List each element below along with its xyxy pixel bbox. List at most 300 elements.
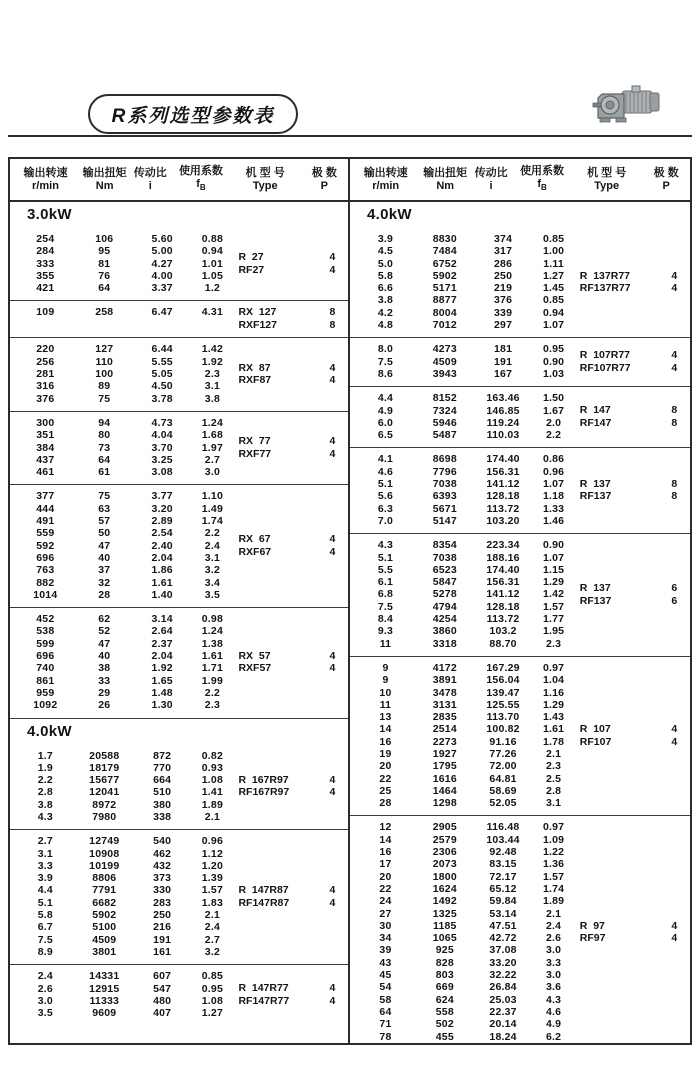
pole-count: 4 <box>329 884 336 897</box>
type-line <box>578 362 690 375</box>
cell-speed: 7.5 <box>377 600 394 613</box>
cell-torque: 8698 <box>432 453 457 466</box>
cell-fb: 3.3 <box>545 956 562 969</box>
cell-fb: 3.1 <box>204 551 220 564</box>
cell-torque: 6393 <box>432 490 457 503</box>
cell-speed: 421 <box>36 282 55 295</box>
cell-ratio: 167 <box>493 367 513 380</box>
cell-speed: 7.5 <box>37 933 53 946</box>
cell-fb: 2.1 <box>545 747 562 760</box>
cell-torque: 1624 <box>432 882 457 895</box>
cell-torque: 6682 <box>92 896 117 909</box>
cell-speed: 109 <box>36 306 55 319</box>
cell-speed: 4.4 <box>37 884 53 897</box>
cell-fb: 2.3 <box>545 760 562 773</box>
cell-ratio: 407 <box>153 1007 172 1020</box>
cell-fb: 3.0 <box>545 969 562 982</box>
cell-fb: 1.08 <box>201 774 224 787</box>
column-unit: P <box>320 179 328 192</box>
table-row <box>358 994 578 1006</box>
cell-speed: 3.3 <box>37 859 53 872</box>
cell-speed: 444 <box>36 502 55 515</box>
table-header-right <box>350 159 690 202</box>
cell-ratio: 2.40 <box>151 539 173 552</box>
pole-count: 6 <box>671 582 678 595</box>
table-row <box>358 564 578 576</box>
cell-speed: 34 <box>379 932 392 945</box>
pole-count: 4 <box>671 932 678 945</box>
cell-ratio: 462 <box>153 847 172 860</box>
table-row <box>18 921 236 933</box>
cell-torque: 5147 <box>432 514 457 527</box>
cell-ratio: 52.05 <box>489 797 517 810</box>
cell-torque: 925 <box>435 944 454 957</box>
cell-fb: 2.2 <box>545 429 562 442</box>
type-label: R 147R87 <box>238 884 289 897</box>
cell-torque: 2835 <box>432 711 457 724</box>
pole-count: 6 <box>671 594 678 607</box>
table-row <box>358 981 578 993</box>
cell-ratio: 58.69 <box>489 784 517 797</box>
cell-torque: 5847 <box>432 576 457 589</box>
type-line <box>236 786 348 799</box>
cell-fb: 2.4 <box>204 539 220 552</box>
type-label: R 147R77 <box>238 982 289 995</box>
cell-speed: 22 <box>379 882 392 895</box>
cell-speed: 5.8 <box>377 269 394 282</box>
cell-fb: 2.0 <box>545 416 562 429</box>
cell-fb: 1.07 <box>542 551 565 564</box>
column-header <box>301 167 348 193</box>
cell-torque: 94 <box>98 416 111 429</box>
table-row <box>358 625 578 637</box>
column-unit: Nm <box>436 179 455 192</box>
table-row <box>18 699 236 711</box>
cell-torque: 8806 <box>92 872 117 885</box>
cell-fb: 1.41 <box>201 786 224 799</box>
cell-ratio: 25.03 <box>489 993 517 1006</box>
cell-speed: 5.1 <box>37 896 53 909</box>
pole-count: 4 <box>329 982 336 995</box>
table-row <box>18 589 236 601</box>
column-label-cn: 传动比 <box>133 166 167 179</box>
column-label-cn: 使用系数 <box>520 164 565 177</box>
pole-count: 4 <box>329 263 336 276</box>
cell-fb: 1.04 <box>542 674 565 687</box>
cell-torque: 2514 <box>432 723 457 736</box>
cell-torque: 1492 <box>432 895 457 908</box>
pole-count: 4 <box>671 361 678 374</box>
cell-torque: 7484 <box>432 245 457 258</box>
cell-fb: 2.8 <box>545 784 562 797</box>
cell-torque: 14331 <box>89 970 120 983</box>
cell-speed: 20 <box>379 870 392 883</box>
type-label: RF147R87 <box>238 896 290 909</box>
cell-fb: 0.85 <box>201 970 224 983</box>
cell-ratio: 1.61 <box>151 576 173 589</box>
table-row <box>18 282 236 294</box>
cell-torque: 12915 <box>89 982 120 995</box>
cell-ratio: 547 <box>153 982 172 995</box>
cell-torque: 7980 <box>92 810 117 823</box>
cell-speed: 4.3 <box>37 810 53 823</box>
cell-speed: 4.2 <box>377 306 394 319</box>
table-row <box>358 957 578 969</box>
cell-fb: 1.29 <box>542 576 565 589</box>
cell-ratio: 4.00 <box>151 269 173 282</box>
cell-torque: 4254 <box>432 613 457 626</box>
pole-count: 4 <box>329 435 336 448</box>
cell-fb: 0.96 <box>201 835 224 848</box>
data-rows <box>10 613 236 711</box>
pole-count: 8 <box>671 416 678 429</box>
type-line <box>578 349 690 362</box>
cell-fb: 2.5 <box>545 772 562 785</box>
table-row <box>18 245 236 257</box>
cell-fb: 1.18 <box>542 490 565 503</box>
cell-fb: 1.12 <box>201 847 224 860</box>
cell-fb: 1.08 <box>201 994 224 1007</box>
cell-torque: 61 <box>98 466 111 479</box>
cell-ratio: 480 <box>153 994 172 1007</box>
cell-torque: 95 <box>98 245 111 258</box>
cell-fb: 1.39 <box>201 872 224 885</box>
type-line <box>236 897 348 910</box>
cell-speed: 24 <box>379 895 392 908</box>
cell-speed: 377 <box>36 490 55 503</box>
cell-fb: 0.82 <box>201 749 224 762</box>
cell-fb: 0.86 <box>542 453 565 466</box>
type-line <box>578 270 690 283</box>
cell-fb: 4.31 <box>201 306 224 319</box>
cell-speed: 25 <box>379 784 392 797</box>
pole-count: 4 <box>329 773 336 786</box>
cell-speed: 28 <box>379 797 392 810</box>
cell-ratio: 510 <box>153 786 172 799</box>
cell-ratio: 139.47 <box>486 686 520 699</box>
type-line <box>578 478 690 491</box>
pole-count: 8 <box>329 318 336 331</box>
cell-speed: 8.4 <box>377 613 394 626</box>
type-label: RF137 <box>579 490 612 503</box>
cell-ratio: 113.72 <box>486 613 520 626</box>
cell-torque: 63 <box>98 502 111 515</box>
cell-speed: 10 <box>379 686 392 699</box>
cell-torque: 3891 <box>432 674 457 687</box>
cell-ratio: 103.20 <box>486 514 520 527</box>
cell-speed: 256 <box>36 355 55 368</box>
data-rows <box>350 233 578 331</box>
table-row <box>358 368 578 380</box>
data-block <box>10 228 348 301</box>
type-line <box>578 595 690 608</box>
cell-torque: 258 <box>95 306 114 319</box>
cell-ratio: 1.86 <box>151 564 173 577</box>
cell-fb: 6.2 <box>545 1030 562 1043</box>
cell-ratio: 26.84 <box>489 981 517 994</box>
type-line <box>236 884 348 897</box>
cell-speed: 6.0 <box>377 416 394 429</box>
cell-fb: 3.2 <box>204 564 220 577</box>
cell-fb: 0.90 <box>542 539 565 552</box>
pole-count: 4 <box>329 994 336 1007</box>
cell-speed: 959 <box>36 686 55 699</box>
table-row <box>358 871 578 883</box>
table-row <box>358 883 578 895</box>
cell-speed: 6.1 <box>377 576 394 589</box>
table-row <box>18 233 236 245</box>
cell-ratio: 3.14 <box>151 613 173 626</box>
cell-speed: 5.8 <box>37 909 53 922</box>
cell-fb: 3.5 <box>204 588 220 601</box>
cell-ratio: 872 <box>153 749 172 762</box>
pole-count: 8 <box>329 306 336 319</box>
type-label: RXF87 <box>238 374 272 387</box>
cell-fb: 3.4 <box>204 576 220 589</box>
table-row <box>358 1006 578 1018</box>
data-rows <box>10 490 236 601</box>
cell-ratio: 32.22 <box>489 969 517 982</box>
type-label: RXF57 <box>238 662 272 675</box>
cell-torque: 20588 <box>89 749 120 762</box>
table-row <box>18 466 236 478</box>
table-row <box>358 466 578 478</box>
cell-speed: 5.6 <box>377 490 394 503</box>
table-header-left <box>10 159 348 202</box>
type-label: RF137 <box>579 594 612 607</box>
cell-ratio: 92.48 <box>489 846 517 859</box>
cell-ratio: 42.72 <box>489 932 517 945</box>
type-line <box>578 417 690 430</box>
table-row <box>358 662 578 674</box>
cell-fb: 1.20 <box>201 859 224 872</box>
cell-speed: 43 <box>379 956 392 969</box>
type-column <box>236 233 348 294</box>
cell-torque: 40 <box>98 551 111 564</box>
type-line <box>236 774 348 787</box>
cell-speed: 9 <box>382 674 389 687</box>
cell-speed: 22 <box>379 772 392 785</box>
data-rows <box>10 970 236 1019</box>
data-rows <box>10 835 236 958</box>
column-unit: $f_B$ <box>537 177 547 193</box>
cell-torque: 5171 <box>432 282 457 295</box>
cell-speed: 491 <box>36 515 55 528</box>
cell-fb: 4.3 <box>545 993 562 1006</box>
cell-ratio: 283 <box>153 896 172 909</box>
data-block <box>10 485 348 608</box>
cell-torque: 52 <box>98 625 111 638</box>
pole-count: 4 <box>329 361 336 374</box>
type-column <box>578 453 690 527</box>
cell-ratio: 116.48 <box>486 821 520 834</box>
type-label: R 137R77 <box>579 269 630 282</box>
cell-ratio: 37.08 <box>489 944 517 957</box>
type-label: RF137R77 <box>579 282 631 295</box>
type-label: RF147 <box>579 416 612 429</box>
cell-speed: 696 <box>36 650 55 663</box>
cell-ratio: 77.26 <box>489 747 517 760</box>
cell-ratio: 191 <box>153 933 172 946</box>
pole-count: 4 <box>671 735 678 748</box>
cell-torque: 12749 <box>89 835 120 848</box>
cell-torque: 1065 <box>432 932 457 945</box>
table-row <box>358 895 578 907</box>
cell-ratio: 110.03 <box>486 429 520 442</box>
type-label: R 97 <box>579 919 605 932</box>
table-row <box>18 811 236 823</box>
cell-fb: 1.95 <box>542 625 565 638</box>
cell-speed: 6.6 <box>377 282 394 295</box>
cell-ratio: 607 <box>153 970 172 983</box>
cell-torque: 64 <box>98 453 111 466</box>
cell-ratio: 250 <box>493 269 513 282</box>
cell-ratio: 181 <box>493 343 513 356</box>
data-rows <box>350 662 578 810</box>
type-label: RF107R77 <box>579 361 631 374</box>
type-label: RX 87 <box>238 361 271 374</box>
data-block <box>10 745 348 831</box>
type-label: R 107 <box>579 723 611 736</box>
cell-speed: 351 <box>36 429 55 442</box>
cell-speed: 4.6 <box>377 465 394 478</box>
cell-speed: 4.9 <box>377 404 394 417</box>
cell-fb: 1.57 <box>201 884 224 897</box>
cell-ratio: 64.81 <box>489 772 517 785</box>
cell-fb: 1.27 <box>201 1007 224 1020</box>
cell-speed: 355 <box>36 269 55 282</box>
cell-fb: 0.97 <box>542 661 565 674</box>
column-label-cn: 传动比 <box>474 166 508 179</box>
cell-fb: 1.92 <box>201 355 224 368</box>
cell-ratio: 219 <box>493 282 513 295</box>
table-row <box>358 576 578 588</box>
cell-fb: 0.93 <box>201 761 224 774</box>
cell-torque: 1464 <box>432 784 457 797</box>
cell-fb: 3.0 <box>204 466 220 479</box>
table-row <box>18 909 236 921</box>
cell-fb: 1.11 <box>543 257 564 270</box>
cell-ratio: 338 <box>153 810 172 823</box>
type-line <box>236 374 348 387</box>
cell-speed: 861 <box>36 674 55 687</box>
data-block <box>350 534 690 657</box>
column-unit: r/min <box>32 179 59 192</box>
cell-fb: 1.38 <box>201 637 224 650</box>
cell-torque: 7012 <box>432 319 457 332</box>
table-row <box>358 944 578 956</box>
cell-torque: 5100 <box>92 921 117 934</box>
data-rows <box>10 750 236 824</box>
cell-fb: 1.74 <box>542 882 565 895</box>
cell-fb: 1.29 <box>542 698 565 711</box>
table-right-half <box>350 159 690 1043</box>
table-row <box>358 392 578 404</box>
column-unit: r/min <box>372 179 400 192</box>
cell-fb: 2.7 <box>204 453 220 466</box>
cell-ratio: 6.44 <box>151 343 173 356</box>
type-line <box>236 362 348 375</box>
cell-ratio: 100.82 <box>486 723 520 736</box>
cell-torque: 4273 <box>432 343 457 356</box>
table-row <box>18 799 236 811</box>
type-label: RF147R77 <box>238 994 290 1007</box>
type-column <box>236 835 348 958</box>
type-column <box>236 613 348 711</box>
cell-ratio: 223.34 <box>486 539 520 552</box>
cell-ratio: 103.44 <box>486 833 520 846</box>
cell-fb: 1.09 <box>542 833 565 846</box>
data-rows <box>10 233 236 294</box>
cell-torque: 62 <box>98 613 111 626</box>
cell-fb: 1.61 <box>201 650 224 663</box>
type-line <box>578 404 690 417</box>
table-row <box>358 797 578 809</box>
cell-ratio: 174.40 <box>486 453 520 466</box>
cell-torque: 110 <box>95 355 114 368</box>
cell-speed: 3.8 <box>377 294 394 307</box>
cell-torque: 1325 <box>432 907 457 920</box>
cell-ratio: 2.37 <box>151 637 173 650</box>
cell-fb: 0.98 <box>201 613 224 626</box>
cell-ratio: 47.51 <box>489 919 517 932</box>
cell-torque: 1616 <box>432 772 457 785</box>
cell-fb: 2.1 <box>545 907 562 920</box>
cell-speed: 5.1 <box>377 478 394 491</box>
data-block <box>10 830 348 965</box>
cell-speed: 54 <box>379 981 392 994</box>
cell-torque: 8877 <box>432 294 457 307</box>
cell-torque: 32 <box>98 576 111 589</box>
cell-fb: 1.36 <box>542 858 565 871</box>
cell-speed: 13 <box>379 711 392 724</box>
cell-fb: 1.50 <box>542 392 565 405</box>
cell-torque: 50 <box>98 527 111 540</box>
cell-speed: 538 <box>36 625 55 638</box>
cell-ratio: 128.18 <box>486 600 520 613</box>
pole-count: 4 <box>329 533 336 546</box>
cell-fb: 1.03 <box>542 367 565 380</box>
pole-count: 4 <box>329 786 336 799</box>
cell-ratio: 22.37 <box>489 1005 517 1018</box>
cell-speed: 452 <box>36 613 55 626</box>
cell-torque: 8354 <box>432 539 457 552</box>
type-line <box>236 306 348 319</box>
type-label: RF167R97 <box>238 786 290 799</box>
cell-torque: 75 <box>98 490 111 503</box>
table-row <box>18 970 236 982</box>
table-row <box>18 380 236 392</box>
cell-speed: 14 <box>379 723 392 736</box>
pole-count: 4 <box>671 269 678 282</box>
cell-fb: 4.6 <box>545 1005 562 1018</box>
cell-ratio: 770 <box>153 761 172 774</box>
cell-speed: 2.4 <box>37 970 53 983</box>
column-label-cn: 输出扭矩 <box>82 166 127 179</box>
cell-torque: 47 <box>98 637 111 650</box>
cell-speed: 17 <box>379 858 392 871</box>
cell-speed: 64 <box>379 1005 392 1018</box>
column-label-cn: 机 型 号 <box>587 166 627 179</box>
table-row <box>18 429 236 441</box>
table-row <box>18 750 236 762</box>
cell-fb: 0.97 <box>542 821 565 834</box>
cell-speed: 6.3 <box>377 502 394 515</box>
cell-torque: 12041 <box>89 786 120 799</box>
type-label: RF107 <box>579 735 612 748</box>
cell-ratio: 380 <box>153 798 172 811</box>
table-row <box>18 762 236 774</box>
